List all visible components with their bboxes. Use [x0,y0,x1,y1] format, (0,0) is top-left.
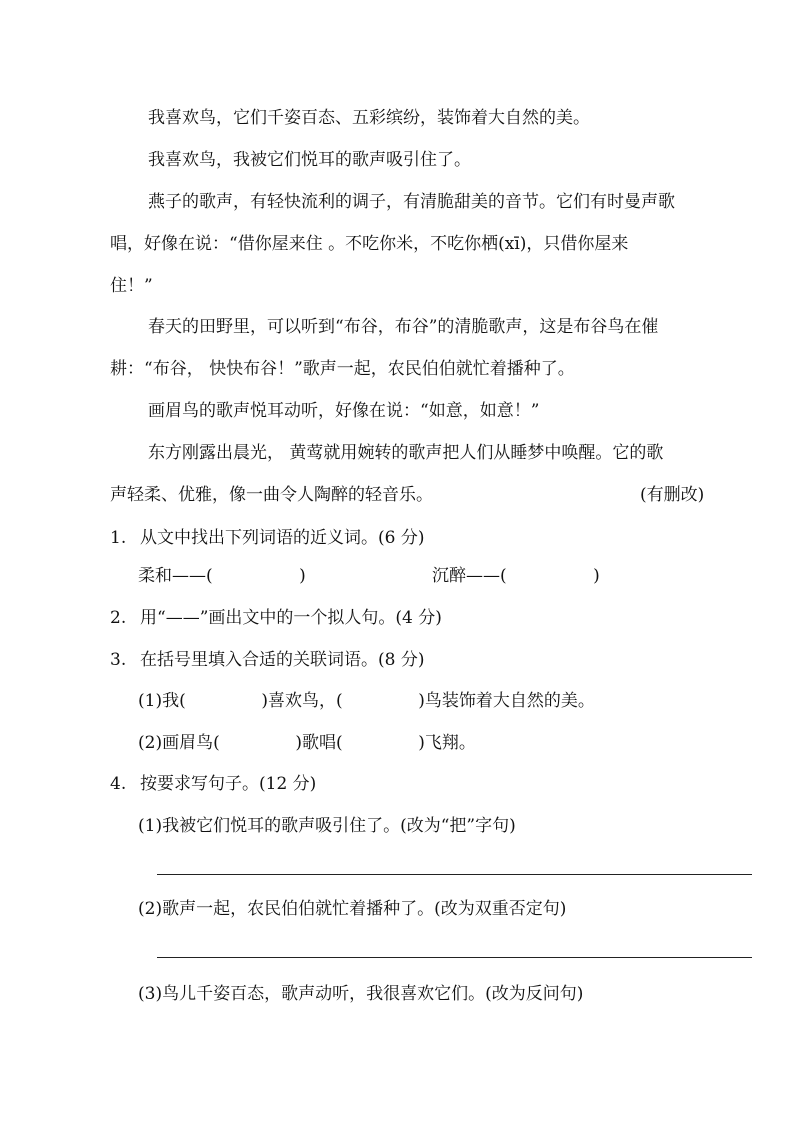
answer-line-2[interactable] [157,957,752,958]
q4-item-2: (2)歌声一起，农民伯伯就忙着播种了。(改为双重否定句) [138,899,567,919]
passage-line-4: 唱，好像在说：“借你屋来住 。不吃你米，不吃你栖(xī)，只借你屋来 [110,234,629,254]
q3-item-2[interactable]: (2)画眉鸟( )歌唱( )飞翔。 [138,733,476,753]
passage-line-10: 声轻柔、优雅，像一曲令人陶醉的轻音乐。 [110,485,433,505]
passage-line-8: 画眉鸟的歌声悦耳动听，好像在说：“如意，如意！” [148,401,540,421]
passage-line-1: 我喜欢鸟，它们千姿百态、五彩缤纷，装饰着大自然的美。 [148,108,590,128]
question-4-number: 4. [110,774,127,794]
passage-line-3: 燕子的歌声，有轻快流利的调子，有清脆甜美的音节。它们有时曼声歌 [148,192,675,212]
question-1-number: 1. [110,528,127,548]
question-2-text: 用“——”画出文中的一个拟人句。(4 分) [140,608,442,628]
question-4-text: 按要求写句子。(12 分) [140,774,317,794]
question-3-text: 在括号里填入合适的关联词语。(8 分) [140,650,425,670]
source-note: (有删改) [640,485,705,505]
q3-item-1[interactable]: (1)我( )喜欢鸟，( )鸟装饰着大自然的美。 [138,691,595,711]
question-1-text: 从文中找出下列词语的近义词。(6 分) [140,528,425,548]
passage-line-2: 我喜欢鸟，我被它们悦耳的歌声吸引住了。 [148,150,471,170]
question-4 [110,772,316,796]
q4-item-3: (3)鸟儿千姿百态，歌声动听，我很喜欢它们。(改为反问句) [138,984,584,1004]
question-1 [110,526,424,550]
question-2-number: 2. [110,608,127,628]
passage-line-7: 耕：“布谷， 快快布谷！”歌声一起，农民伯伯就忙着播种了。 [110,359,575,379]
answer-line-1[interactable] [157,874,752,875]
question-3 [110,648,424,672]
passage-line-6: 春天的田野里，可以听到“布谷，布谷”的清脆歌声，这是布谷鸟在催 [148,317,659,337]
question-2 [110,606,442,630]
q4-item-1: (1)我被它们悦耳的歌声吸引住了。(改为“把”字句) [138,816,516,836]
question-3-number: 3. [110,650,127,670]
q1-blank-chenzui[interactable]: 沉醉——( ) [432,566,600,586]
passage-line-9: 东方刚露出晨光， 黄莺就用婉转的歌声把人们从睡梦中唤醒。它的歌 [148,443,664,463]
q1-blank-rouhe[interactable]: 柔和——( ) [138,566,306,586]
passage-line-5: 住！” [110,276,153,296]
